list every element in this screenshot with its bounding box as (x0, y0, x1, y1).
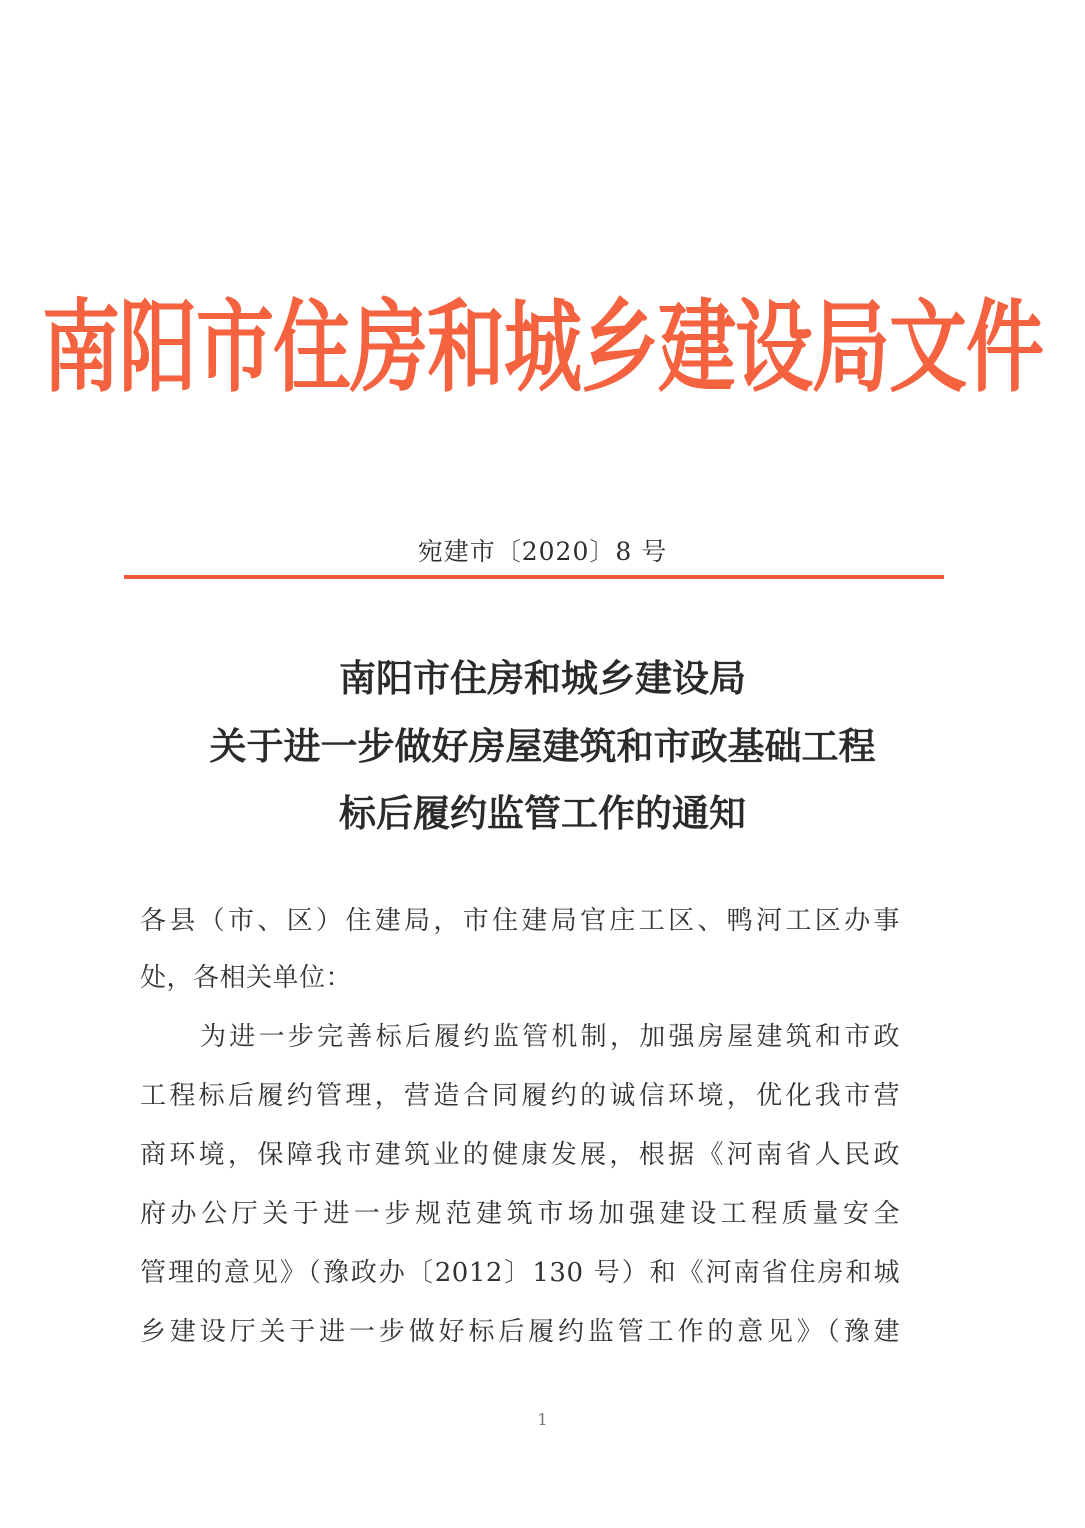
document-number: 宛建市〔2020〕8 号 (417, 537, 668, 566)
title-line-1: 南阳市住房和城乡建设局 (339, 656, 746, 700)
paragraph-line: 乡建设厅关于进一步做好标后履约监管工作的意见》（豫建 (140, 1317, 900, 1347)
paragraph-line: 商环境，保障我市建筑业的健康发展，根据《河南省人民政 (140, 1140, 900, 1170)
title-line-3: 标后履约监管工作的通知 (339, 791, 746, 835)
red-separator-line (124, 575, 944, 579)
salutation-line-1: 各县（市、区）住建局，市住建局官庄工区、鸭河工区办事 (140, 906, 900, 936)
title-line-2: 关于进一步做好房屋建筑和市政基础工程 (209, 724, 876, 768)
page-number: 1 (537, 1410, 548, 1429)
paragraph-line: 管理的意见》（豫政办〔2012〕130 号）和《河南省住房和城 (140, 1258, 900, 1288)
paragraph-line: 府办公厅关于进一步规范建筑市场加强建设工程质量安全 (140, 1199, 900, 1229)
document-masthead: 南阳市住房和城乡建设局文件 (41, 289, 1043, 407)
salutation-line-2: 处，各相关单位： (140, 963, 353, 993)
paragraph-line: 工程标后履约管理，营造合同履约的诚信环境，优化我市营 (140, 1081, 900, 1111)
paragraph-line: 为进一步完善标后履约监管机制，加强房屋建筑和市政 (200, 1022, 900, 1052)
